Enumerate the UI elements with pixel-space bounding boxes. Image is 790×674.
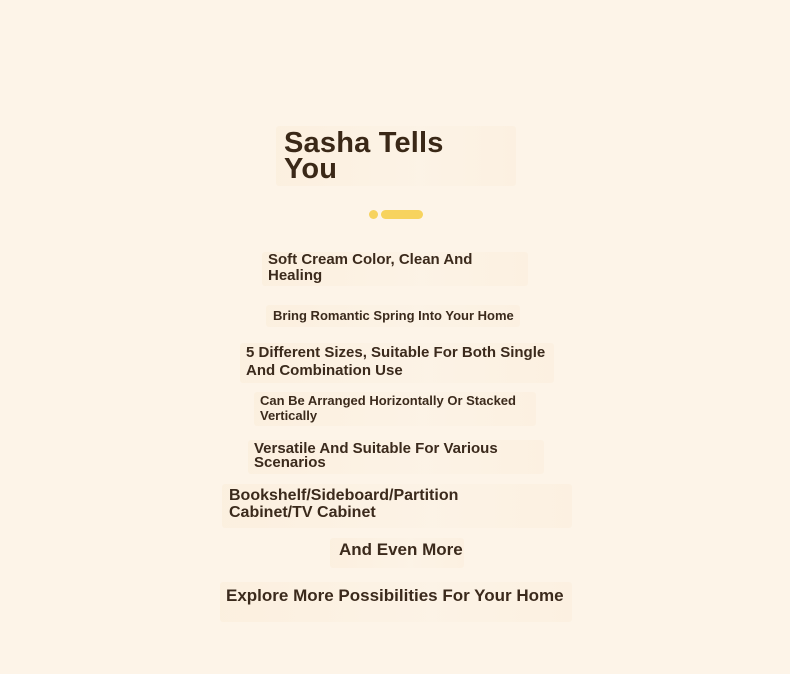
feature-line-text: Versatile And Suitable For Various — [254, 440, 498, 457]
feature-line-spring — [266, 305, 520, 327]
feature-line-text: Soft Cream Color, Clean And — [268, 251, 473, 268]
page-title-line-2: You — [284, 153, 338, 185]
page-title-line-1: Sasha Tells — [284, 127, 444, 159]
feature-line-text: Vertically — [260, 408, 318, 423]
feature-line-text: Bookshelf/Sideboard/Partition — [229, 487, 459, 504]
feature-line-sizes — [240, 343, 554, 383]
feature-line-versatile — [248, 440, 544, 474]
feature-line-more — [330, 538, 464, 568]
page-title — [276, 126, 516, 186]
divider-bar-icon — [381, 210, 423, 219]
feature-line-color — [262, 252, 528, 286]
feature-line-text: 5 Different Sizes, Suitable For Both Single — [246, 344, 546, 361]
feature-line-text: And Even More — [339, 540, 463, 559]
feature-line-text: Cabinet/TV Cabinet — [229, 504, 376, 521]
feature-line-text: Bring Romantic Spring Into Your Home — [273, 308, 514, 323]
feature-line-uses — [222, 484, 572, 528]
divider-dot-icon — [369, 210, 378, 219]
feature-line-text: Healing — [268, 267, 323, 284]
title-divider — [369, 210, 429, 220]
feature-line-text: And Combination Use — [246, 362, 403, 379]
feature-line-arrangement — [254, 392, 536, 426]
feature-line-text: Scenarios — [254, 454, 326, 471]
feature-line-text: Can Be Arranged Horizontally Or Stacked — [260, 393, 516, 408]
feature-line-explore — [220, 582, 572, 622]
feature-line-text: Explore More Possibilities For Your Home — [226, 586, 564, 605]
